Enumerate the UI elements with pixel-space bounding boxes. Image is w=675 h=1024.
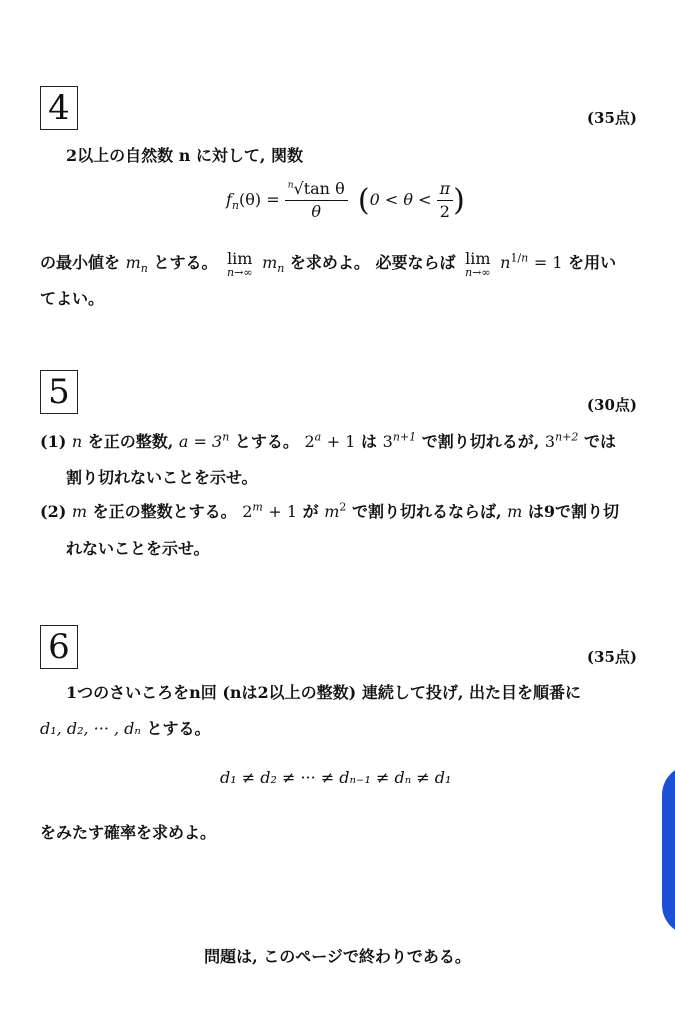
problem-number-box: 6 [40, 625, 78, 669]
problem-points: (35点) [586, 648, 637, 666]
problem-4-text-line2: てよい。 [40, 289, 105, 308]
problem-5-part2-line2: れないことを示せ。 [66, 539, 210, 558]
problem-6-line3: をみたす確率を求めよ。 [40, 823, 217, 842]
problem-number-box: 5 [40, 370, 78, 414]
problem-4-formula: $f_n(\theta)$ = $\frac{^n√\tan \theta}{\theta}$ (0 < θ < $\frac{\pi}{2}$ ) [226, 179, 465, 221]
problem-5-part1-line2: 割り切れないことを示せ。 [66, 468, 258, 487]
problem-5-part1-line1: (1) n を正の整数, $a = 3^n$ とする。 2$^a$ + 1 は $3^{n+1}$ で割り切れるが, $3^{n+2}$ では [40, 430, 616, 451]
problem-4-text-line1: の最小値を $m_n$ とする。 lim n→∞ $m_n$ を求めよ。 必要ならば lim n→∞ $n^{1/n} = 1$ を用い [40, 249, 617, 279]
problem-5-part2-line1: (2) m を正の整数とする。 2$^m$ + 1 が $m^2$ で割り切れるならば, m は9で割り切 [40, 500, 620, 521]
problem-points: (35点) [586, 109, 637, 127]
problem-points: (30点) [586, 396, 637, 414]
problem-number-box: 4 [40, 86, 78, 130]
problem-6-line2: d₁, d₂, ··· , dₙ とする。 [40, 719, 211, 738]
blue-edge-shape [662, 765, 675, 935]
problem-6-inequality-chain: d₁ ≠ d₂ ≠ ··· ≠ dₙ₋₁ ≠ dₙ ≠ d₁ [220, 768, 452, 787]
problem-6-line1: 1つのさいころをn回 (nは2以上の整数) 連続して投げ, 出た目を順番に [66, 683, 581, 702]
end-of-page-note: 問題は, このページで終わりである。 [204, 947, 471, 966]
problem-4-intro: 2以上の自然数 n に対して, 関数 [66, 146, 304, 165]
